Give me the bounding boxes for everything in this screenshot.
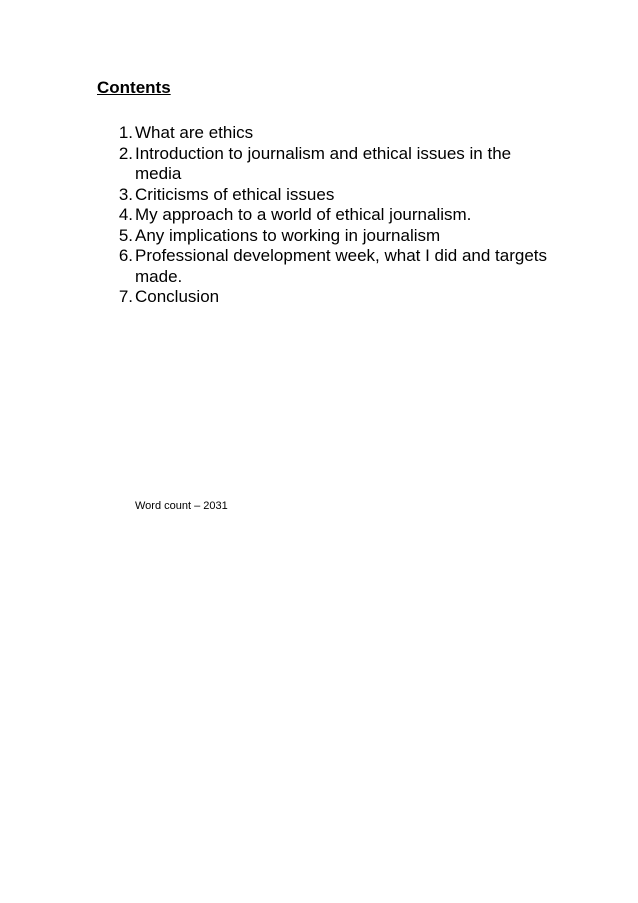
toc-item-text: Professional development week, what I did and targets made.: [135, 246, 548, 286]
toc-item-number: 5.: [118, 225, 133, 245]
toc-item-7: [110, 287, 550, 308]
toc-item-number: 6.: [118, 246, 133, 265]
table-of-contents: [110, 123, 550, 308]
toc-item-1: [110, 123, 550, 144]
toc-item-number: 2.: [118, 143, 133, 163]
toc-item-4: [110, 205, 550, 226]
toc-item-text: My approach to a world of ethical journalism.: [135, 205, 472, 224]
word-count: Word count – 2031: [135, 500, 228, 512]
toc-item-text: What are ethics: [135, 123, 254, 142]
toc-item-text: Introduction to journalism and ethical issues in the media: [135, 143, 512, 183]
toc-item-3: [110, 185, 550, 206]
toc-item-5: [110, 226, 550, 247]
toc-item-text: Conclusion: [135, 287, 220, 306]
toc-item-text: Criticisms of ethical issues: [135, 184, 335, 204]
toc-item-number: 4.: [118, 205, 133, 224]
toc-item-6: [110, 246, 550, 287]
toc-item-2: [110, 144, 550, 185]
toc-item-number: 7.: [118, 287, 133, 306]
toc-item-text: Any implications to working in journalism: [135, 225, 441, 245]
contents-heading: Contents: [97, 78, 171, 97]
toc-item-number: 1.: [118, 123, 133, 142]
toc-item-number: 3.: [118, 184, 133, 204]
